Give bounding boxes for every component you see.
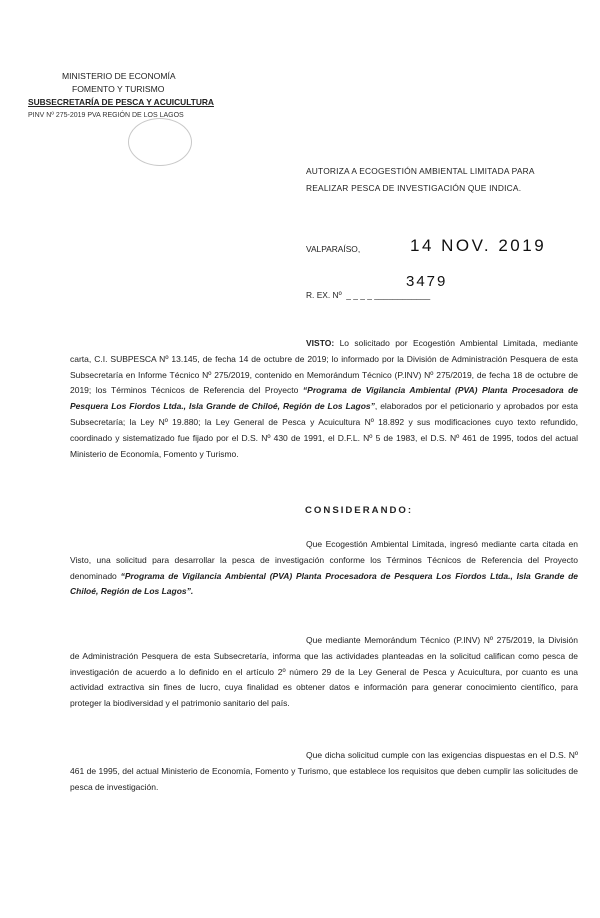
visto-text-2: , elaborados por el peticionario y aprobados por esta Subsecretaría; la Ley Nº 19.880; la Ley General de Pesca y Acuicultura Nº 18.892 y sus modificaciones cuyo texto refundido, coordinado y sistematizado fue fijado por el D.S. Nº 430 de 1991, el D.F.L. Nº 5 de 1983, el D.S. Nº 461 de 1995, todos del actual Ministerio de Economía, Fomento y Turismo.	[70, 401, 578, 459]
resolution-number: 3479	[406, 273, 448, 290]
considerando-heading: CONSIDERANDO:	[305, 505, 414, 516]
resolution-subject: AUTORIZA A ECOGESTIÓN AMBIENTAL LIMITADA PARA REALIZAR PESCA DE INVESTIGACIÓN QUE INDICA.	[306, 166, 535, 193]
place-label: VALPARAÍSO,	[306, 244, 361, 254]
considerando-paragraph-3: Que dicha solicitud cumple con las exigencias dispuestas en el D.S. Nº 461 de 1995, del actual Ministerio de Economía, Fomento y Turismo, que establece los requisitos que deben cumplir las solicitudes de pesca de investigación.	[70, 750, 578, 792]
rex-label: R. EX. Nº	[306, 290, 342, 300]
resolution-number-label	[306, 290, 456, 300]
visto-label: VISTO:	[306, 338, 335, 348]
considerando-paragraph-1	[70, 537, 578, 600]
rex-underline: _ _ _ _ ____________	[343, 290, 431, 300]
visto-project-name: “Programa de Vigilancia Ambiental (PVA) Planta Procesadora de Pesquera Los Fiordos Ltda., Isla Grande de Chiloé, Región de Los Lagos”	[70, 385, 578, 412]
letterhead	[28, 70, 228, 122]
visto-text-1: Lo solicitado por Ecogestión Ambiental Limitada, mediante carta, C.I. SUBPESCA Nº 13.145, de fecha 14 de octubre de 2019; lo informado por la División de Administración Pesquera de esta Subsecretaría en Informe Técnico Nº 275/2019, contenido en Memorándum Técnico (P.INV) Nº 275/2019, de fecha 18 de octubre de 2019; los Términos Técnicos de Referencia del Proyecto	[70, 338, 578, 396]
ministry-sub-line: FOMENTO Y TURISMO	[72, 84, 165, 94]
ministry-line: MINISTERIO DE ECONOMÍA	[62, 71, 176, 81]
seal-stamp-icon	[128, 118, 192, 166]
stamped-date: 14 NOV. 2019	[410, 236, 547, 255]
reference-code: PINV Nº 275-2019 PVA REGIÓN DE LOS LAGOS	[28, 112, 184, 119]
visto-paragraph	[70, 336, 578, 462]
p1-text-1: Que Ecogestión Ambiental Limitada, ingresó mediante carta citada en Visto, una solicitud para desarrollar la pesca de investigación conforme los Términos Técnicos de Referencia del Proyecto denominado	[70, 539, 578, 581]
p1-project-name: “Programa de Vigilancia Ambiental (PVA) Planta Procesadora de Pesquera Los Fiordos Ltda., Isla Grande de Chiloé, Región de Los Lagos”.	[70, 570, 578, 597]
considerando-paragraph-2: Que mediante Memorándum Técnico (P.INV) Nº 275/2019, la División de Administración Pesquera de esta Subsecretaría, informa que las actividades planteadas en la solicitud califican como pesca de investigación de acuerdo a lo definido en el artículo 2º número 29 de la Ley General de Pesca y Acuicultura, por cuanto es una actividad extractiva sin fines de lucro, cuya finalidad es obtener datos e información para generar conocimiento científico, para proteger la biodiversidad y el patrimonio sanitario del país.	[70, 635, 578, 709]
subsecretaria-line: SUBSECRETARÍA DE PESCA Y ACUICULTURA	[28, 97, 214, 107]
